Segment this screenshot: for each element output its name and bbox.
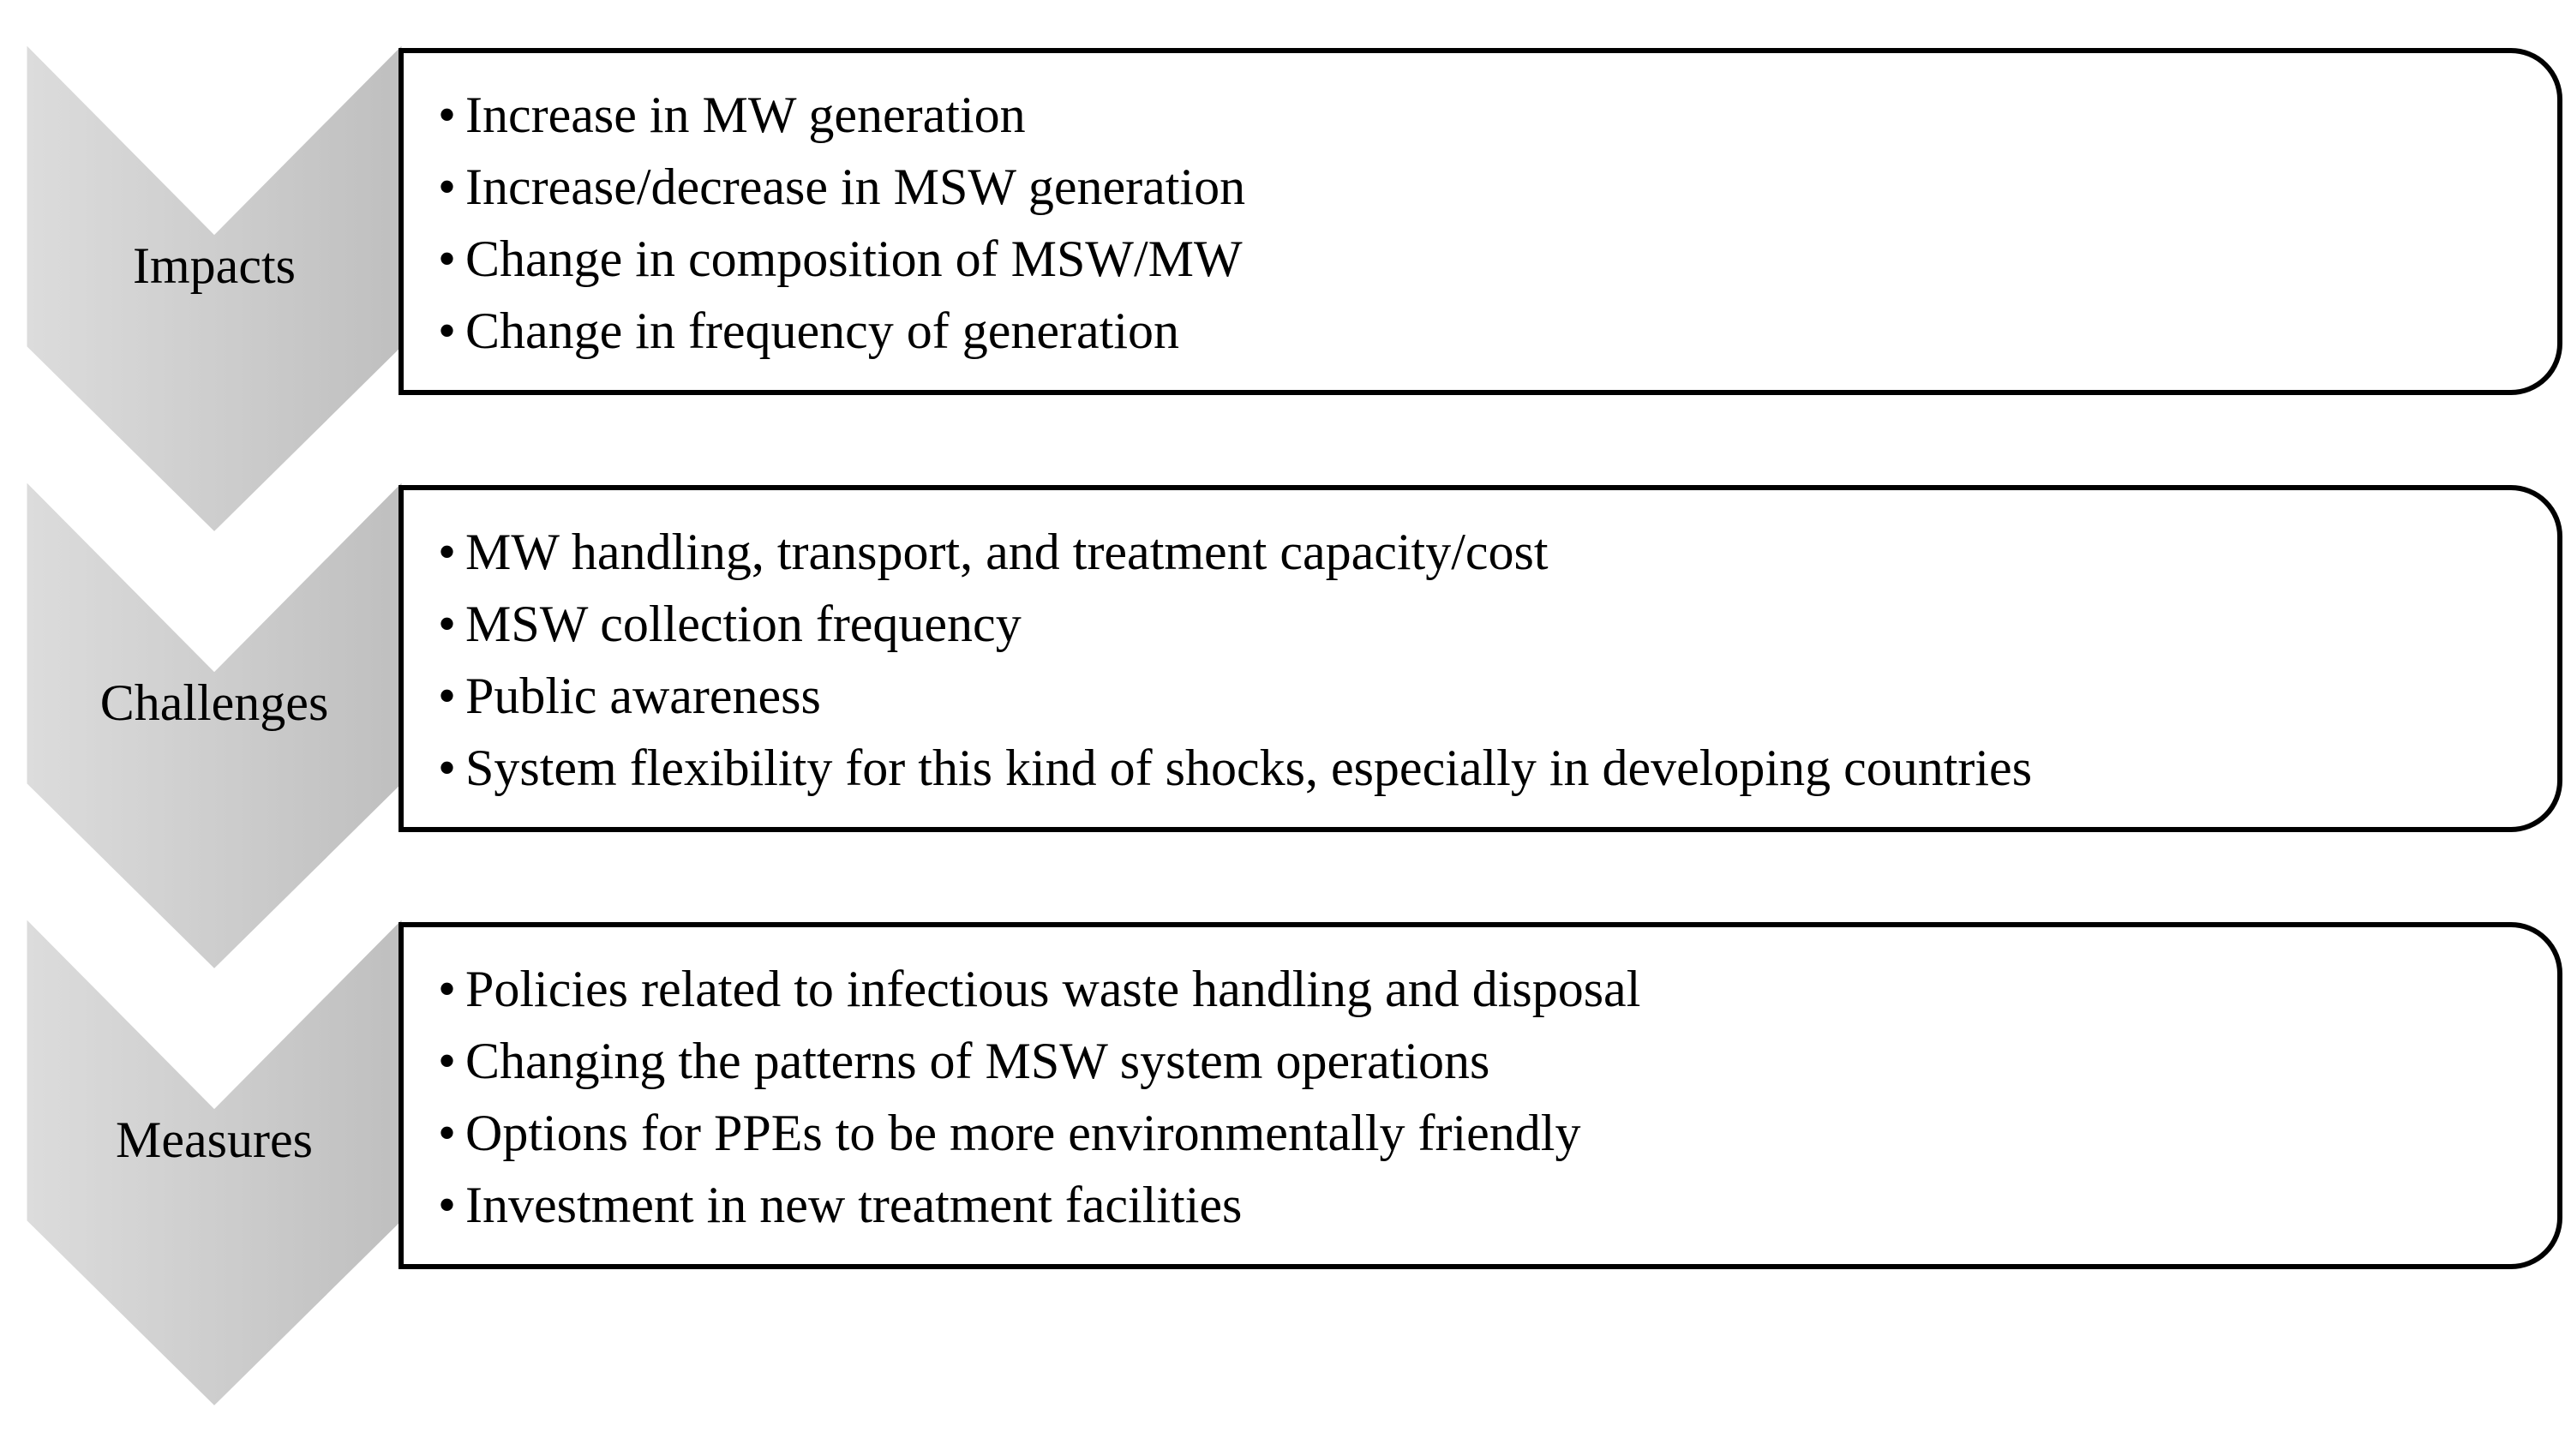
bullet-dot-icon: • bbox=[438, 87, 457, 143]
bullet-text: Public awareness bbox=[465, 668, 821, 724]
bullet-item bbox=[438, 1025, 2523, 1097]
stage-label: Challenges bbox=[99, 674, 329, 731]
bullet-dot-icon: • bbox=[438, 1105, 457, 1161]
bullet-box bbox=[399, 485, 2562, 832]
bullet-item bbox=[438, 1097, 2523, 1169]
bullet-text: Change in frequency of generation bbox=[465, 303, 1179, 359]
bullet-text: Increase in MW generation bbox=[465, 87, 1026, 143]
bullet-dot-icon: • bbox=[438, 303, 457, 359]
bullet-item bbox=[438, 660, 2523, 732]
bullet-text: Investment in new treatment facilities bbox=[465, 1177, 1243, 1233]
bullet-dot-icon: • bbox=[438, 1033, 457, 1089]
bullet-item bbox=[438, 953, 2523, 1025]
bullet-text: MW handling, transport, and treatment capacity/cost bbox=[465, 524, 1549, 580]
bullet-item bbox=[438, 588, 2523, 660]
bullet-dot-icon: • bbox=[438, 961, 457, 1017]
bullet-box bbox=[399, 48, 2562, 395]
bullet-item bbox=[438, 79, 2523, 151]
bullet-dot-icon: • bbox=[438, 524, 457, 580]
bullet-dot-icon: • bbox=[438, 668, 457, 724]
bullet-item bbox=[438, 732, 2523, 804]
stage-label: Impacts bbox=[133, 237, 296, 294]
bullet-dot-icon: • bbox=[438, 159, 457, 215]
bullet-text: Change in composition of MSW/MW bbox=[465, 231, 1243, 287]
bullet-dot-icon: • bbox=[438, 740, 457, 796]
bullet-text: Increase/decrease in MSW generation bbox=[465, 159, 1246, 215]
bullet-text: System flexibility for this kind of shocks, especially in developing countries bbox=[465, 740, 2033, 796]
bullet-dot-icon: • bbox=[438, 596, 457, 652]
bullet-box bbox=[399, 922, 2562, 1269]
bullet-item bbox=[438, 295, 2523, 367]
bullet-item bbox=[438, 516, 2523, 588]
bullet-text: Options for PPEs to be more environmentally friendly bbox=[465, 1105, 1581, 1161]
bullet-dot-icon: • bbox=[438, 1177, 457, 1233]
bullet-list bbox=[438, 953, 2523, 1241]
bullet-text: Changing the patterns of MSW system operations bbox=[465, 1033, 1490, 1089]
bullet-text: Policies related to infectious waste handling and disposal bbox=[465, 961, 1641, 1017]
bullet-dot-icon: • bbox=[438, 231, 457, 287]
bullet-item bbox=[438, 151, 2523, 223]
bullet-list bbox=[438, 516, 2523, 804]
bullet-item bbox=[438, 223, 2523, 295]
bullet-list bbox=[438, 79, 2523, 367]
stage-label: Measures bbox=[116, 1111, 313, 1168]
bullet-item bbox=[438, 1169, 2523, 1241]
bullet-text: MSW collection frequency bbox=[465, 596, 1022, 652]
